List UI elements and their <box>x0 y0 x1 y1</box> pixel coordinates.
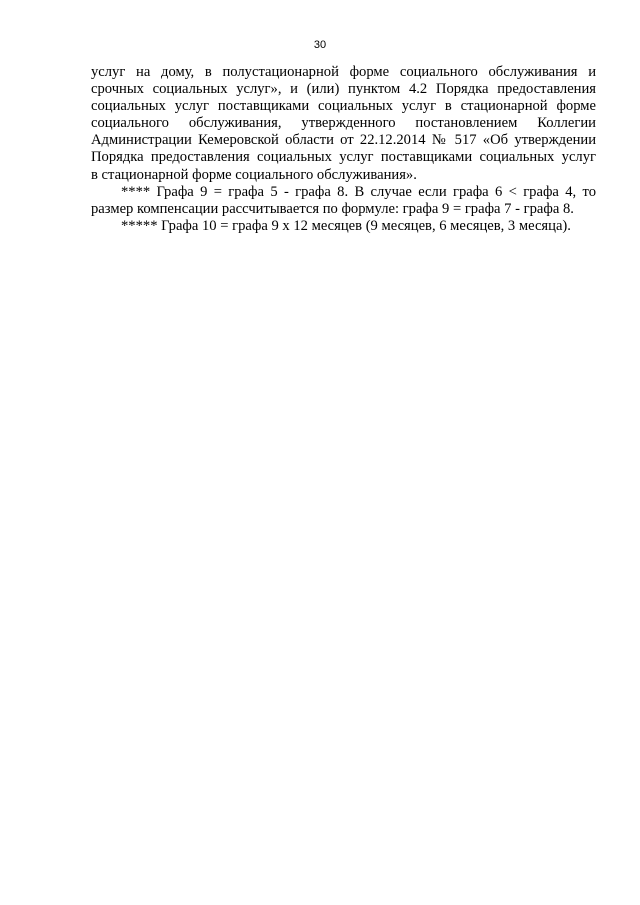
text-line: социального обслуживания, утвержденного постановлением Коллегии <box>91 115 596 132</box>
text-line: **** Графа 9 = графа 5 - графа 8. В случае если графа 6 < графа 4, то <box>121 183 596 200</box>
footnote-four-stars <box>91 184 596 218</box>
text-line: Порядка предоставления социальных услуг поставщиками социальных услуг <box>91 149 596 166</box>
page-number: 30 <box>313 39 327 51</box>
text-line: размер компенсации рассчитывается по формуле: графа 9 = графа 7 - графа 8. <box>91 200 574 217</box>
document-body <box>91 64 596 235</box>
text-line: в стационарной форме социального обслуживания». <box>91 166 417 183</box>
text-line: ***** Графа 10 = графа 9 х 12 месяцев (9 месяцев, 6 месяцев, 3 месяца). <box>121 217 571 234</box>
text-line: Администрации Кемеровской области от 22.12.2014 № 517 «Об утверждении <box>91 132 596 149</box>
paragraph-continuation <box>91 64 596 184</box>
text-line: услуг на дому, в полустационарной форме социального обслуживания и <box>91 64 596 80</box>
footnote-five-stars <box>91 218 596 235</box>
text-line: срочных социальных услуг», и (или) пунктом 4.2 Порядка предоставления <box>91 81 596 98</box>
text-line: социальных услуг поставщиками социальных услуг в стационарной форме <box>91 98 596 115</box>
